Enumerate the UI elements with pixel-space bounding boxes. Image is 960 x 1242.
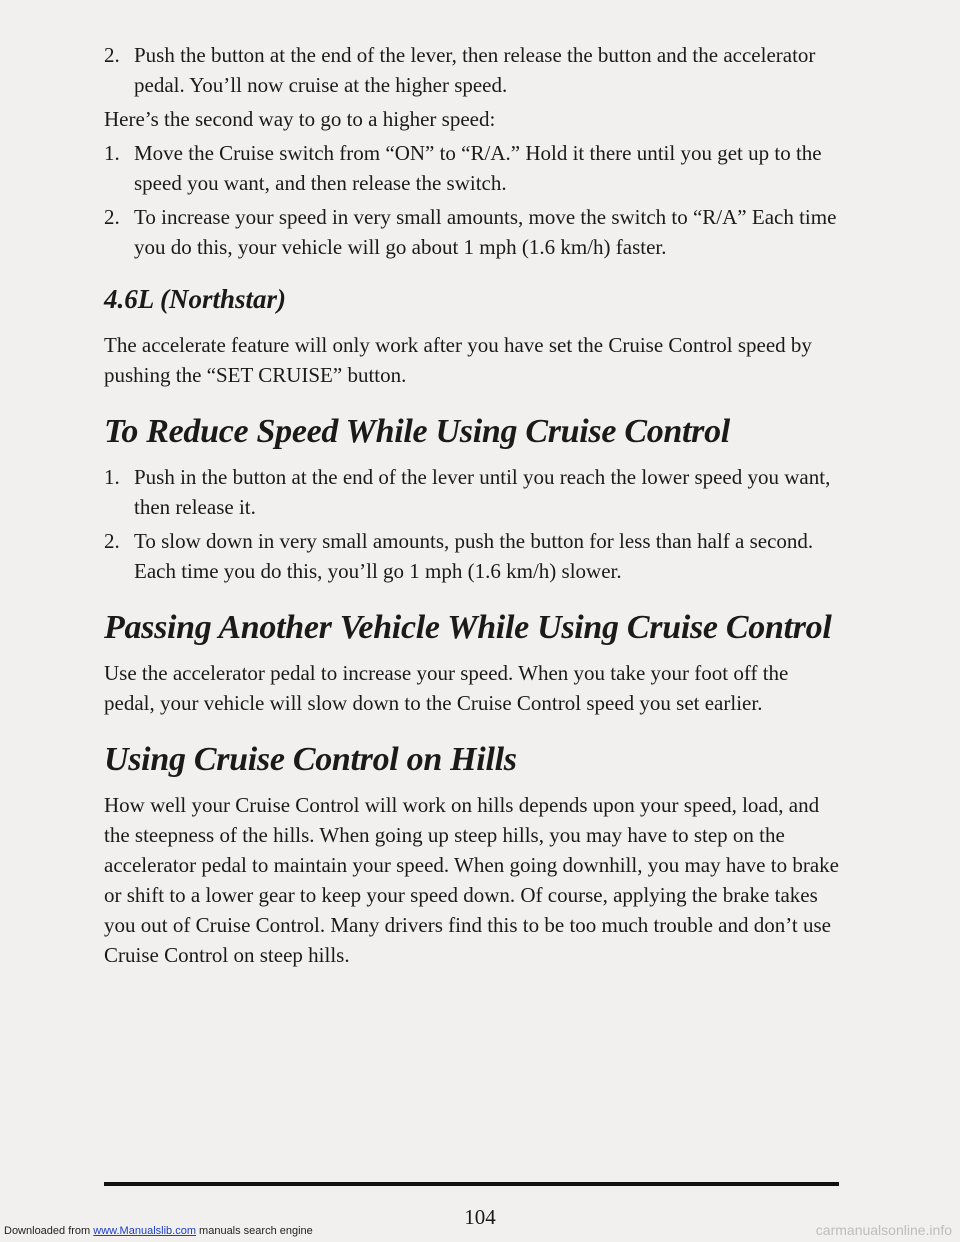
- northstar-text: The accelerate feature will only work after you have set the Cruise Control speed by pushing the “SET CRUISE” button.: [104, 333, 812, 387]
- northstar-heading: 4.6L (Northstar): [104, 284, 287, 314]
- list-item: [104, 202, 844, 262]
- step-number: 1.: [104, 465, 120, 489]
- step-number: 1.: [104, 141, 120, 165]
- footer-rule: [104, 1182, 839, 1186]
- step-text: To slow down in very small amounts, push the button for less than half a second. Each time you do this, you’ll go 1 mph (1.6 km/h) slower.: [134, 529, 814, 583]
- page-content: [104, 14, 844, 970]
- download-footer: [4, 1225, 313, 1237]
- step-text: To increase your speed in very small amounts, move the switch to “R/A” Each time you do this, your vehicle will go about 1 mph (1.6 km/h) faster.: [134, 205, 837, 259]
- list-item: [104, 40, 844, 100]
- hills-text: How well your Cruise Control will work on hills depends upon your speed, load, and the steepness of the hills. When going up steep hills, you may have to step on the accelerator pedal to maintain your speed. When going downhill, you may have to brake or shift to a lower gear to keep your speed down. Of course, applying the brake takes you out of Cruise Control. Many drivers find this to be too much trouble and don’t use Cruise Control on steep hills.: [104, 793, 839, 967]
- step-number: 2.: [104, 205, 120, 229]
- manualslib-link[interactable]: www.Manualslib.com: [93, 1225, 196, 1237]
- list-item: [104, 462, 844, 522]
- page-number: 104: [464, 1205, 496, 1229]
- step-number: 2.: [104, 43, 120, 67]
- passing-text: Use the accelerator pedal to increase your speed. When you take your foot off the pedal, your vehicle will slow down to the Cruise Control speed you set earlier.: [104, 661, 789, 715]
- step-number: 2.: [104, 529, 120, 553]
- list-item: [104, 526, 844, 586]
- list-item: [104, 138, 844, 198]
- hills-heading: Using Cruise Control on Hills: [104, 741, 517, 778]
- step-text: Push the button at the end of the lever, then release the button and the accelerator pedal. You’ll now cruise at the higher speed.: [134, 43, 816, 97]
- step-text: Move the Cruise switch from “ON” to “R/A.” Hold it there until you get up to the speed you want, and then release the switch.: [134, 141, 822, 195]
- step-text: Push in the button at the end of the lever until you reach the lower speed you want, then release it.: [134, 465, 831, 519]
- passing-heading: Passing Another Vehicle While Using Cruise Control: [104, 609, 832, 646]
- footer-prefix: Downloaded from: [4, 1225, 91, 1237]
- watermark: carmanualsonline.info: [815, 1222, 952, 1238]
- footer-suffix: manuals search engine: [199, 1225, 313, 1237]
- second-way-intro: Here’s the second way to go to a higher speed:: [104, 107, 496, 131]
- reduce-speed-heading: To Reduce Speed While Using Cruise Control: [104, 413, 730, 450]
